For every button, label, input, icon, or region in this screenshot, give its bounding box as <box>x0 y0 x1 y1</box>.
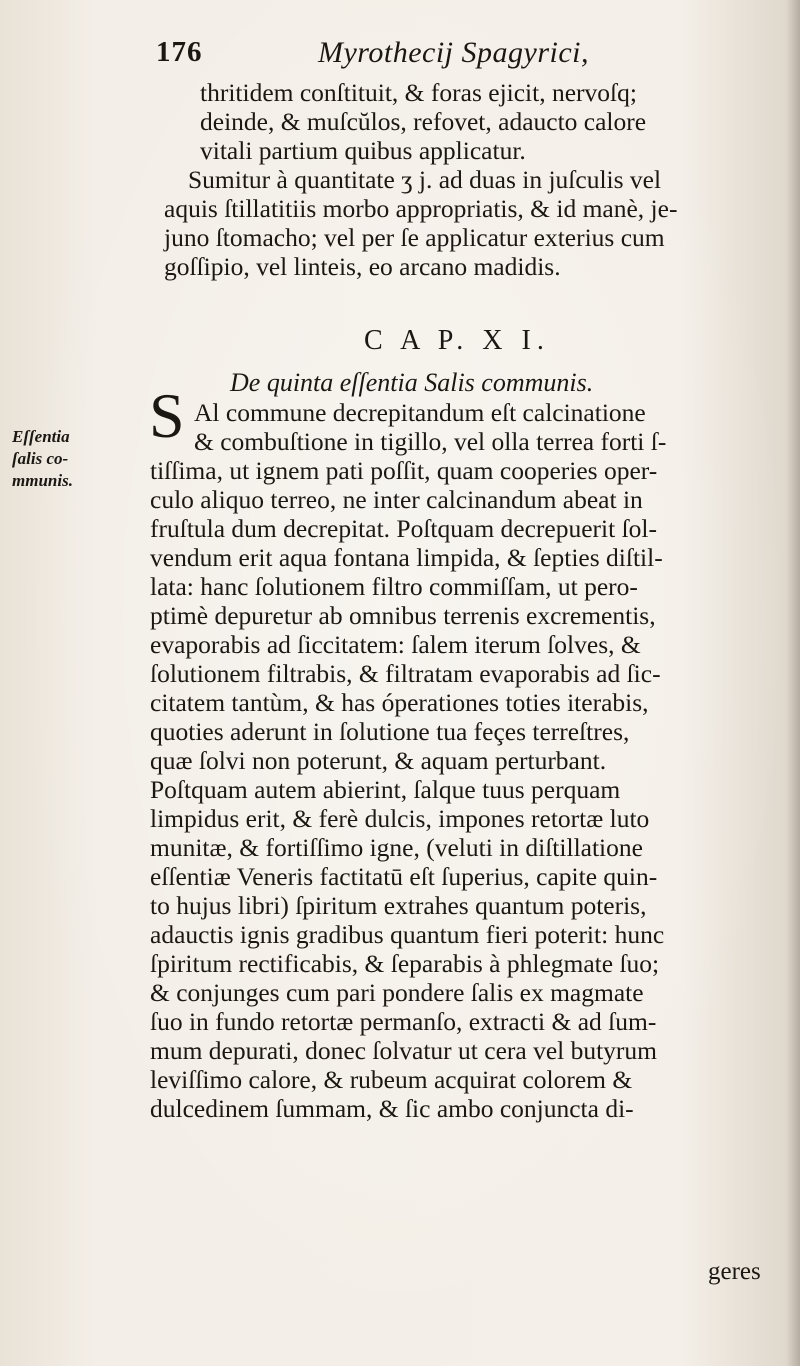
text-line: culo aliquo terreo, ne inter calcinandum abeat in <box>150 485 643 514</box>
text-line: thritidem conſtituit, & foras ejicit, nervoſq; <box>200 78 637 107</box>
main-paragraph <box>150 398 786 1123</box>
drop-capital: S <box>149 380 185 451</box>
text-line: quæ ſolvi non poterunt, & aquam perturbant. <box>150 746 607 775</box>
chapter-heading: C A P. X I. <box>364 325 550 356</box>
text-line: mum depurati, donec ſolvatur ut cera vel butyrum <box>150 1036 658 1065</box>
marginal-note-line: mmunis. <box>12 471 73 490</box>
marginal-note <box>12 426 122 492</box>
marginal-note-line: ſalis co- <box>12 449 69 468</box>
text-line: ſuo in fundo retortæ permanſo, extracti & ad ſum- <box>150 1007 657 1036</box>
text-line: ptimè depuretur ab omnibus terrenis excrementis, <box>150 601 656 630</box>
text-line: to hujus libri) ſpiritum extrahes quantum poteris, <box>150 891 647 920</box>
text-line: munitæ, & fortiſſimo igne, (veluti in diſtillatione <box>150 833 643 862</box>
text-line: adauctis ignis gradibus quantum fieri poterit: hunc <box>150 920 665 949</box>
page-number: 176 <box>156 36 203 68</box>
text-line: eſſentiæ Veneris factitatū eſt ſuperius, capite quin- <box>150 862 658 891</box>
chapter-title: De quinta eſſentia Salis communis. <box>230 368 594 397</box>
text-line: juno ſtomacho; vel per ſe applicatur exterius cum <box>164 223 665 252</box>
text-line: quoties aderunt in ſolutione tua feçes terreſtres, <box>150 717 630 746</box>
text-line: citatem tantùm, & has óperationes toties iterabis, <box>150 688 649 717</box>
text-line: limpidus erit, & ferè dulcis, impones retortæ luto <box>150 804 650 833</box>
text-line: goſſipio, vel linteis, eo arcano madidis. <box>164 252 561 281</box>
text-line: deinde, & muſcŭlos, refovet, adaucto calore <box>200 107 647 136</box>
text-line: ſolutionem filtrabis, & filtratam evaporabis ad ſic- <box>150 659 661 688</box>
text-line: vitali partium quibus applicatur. <box>200 136 526 165</box>
marginal-note-line: Eſſentia <box>12 427 70 446</box>
text-line: evaporabis ad ſiccitatem: ſalem iterum ſolves, & <box>150 630 641 659</box>
text-line: aquis ſtillatitiis morbo appropriatis, & id manè, je- <box>164 194 678 223</box>
text-line: fruſtula dum decrepitat. Poſtquam decrepuerit ſol- <box>150 514 657 543</box>
text-line: leviſſimo calore, & rubeum acquirat colorem & <box>150 1065 633 1094</box>
text-line: Sumitur à quantitate ʒ j. ad duas in juſculis vel <box>188 165 662 194</box>
catchword: geres <box>708 1258 761 1285</box>
text-line: & conjunges cum pari pondere ſalis ex magmate <box>150 978 644 1007</box>
text-line: ſpiritum rectificabis, & ſeparabis à phlegmate ſuo; <box>150 949 660 978</box>
text-line: tiſſima, ut ignem pati poſſit, quam cooperies oper- <box>150 456 658 485</box>
running-title: Myrothecij Spagyrici, <box>318 36 589 69</box>
text-line: Poſtquam autem abierint, ſalque tuus perquam <box>150 775 621 804</box>
text-line: Al commune decrepitandum eſt calcinatione <box>194 398 646 427</box>
text-line: vendum erit aqua fontana limpida, & ſepties diſtil- <box>150 543 663 572</box>
text-line: dulcedinem ſummam, & ſic ambo conjuncta di- <box>150 1094 634 1123</box>
page-header <box>156 36 756 76</box>
text-line: lata: hanc ſolutionem filtro commiſſam, ut pero- <box>150 572 638 601</box>
top-paragraph <box>164 78 800 281</box>
text-line: & combuſtione in tigillo, vel olla terrea forti ſ- <box>194 427 667 456</box>
